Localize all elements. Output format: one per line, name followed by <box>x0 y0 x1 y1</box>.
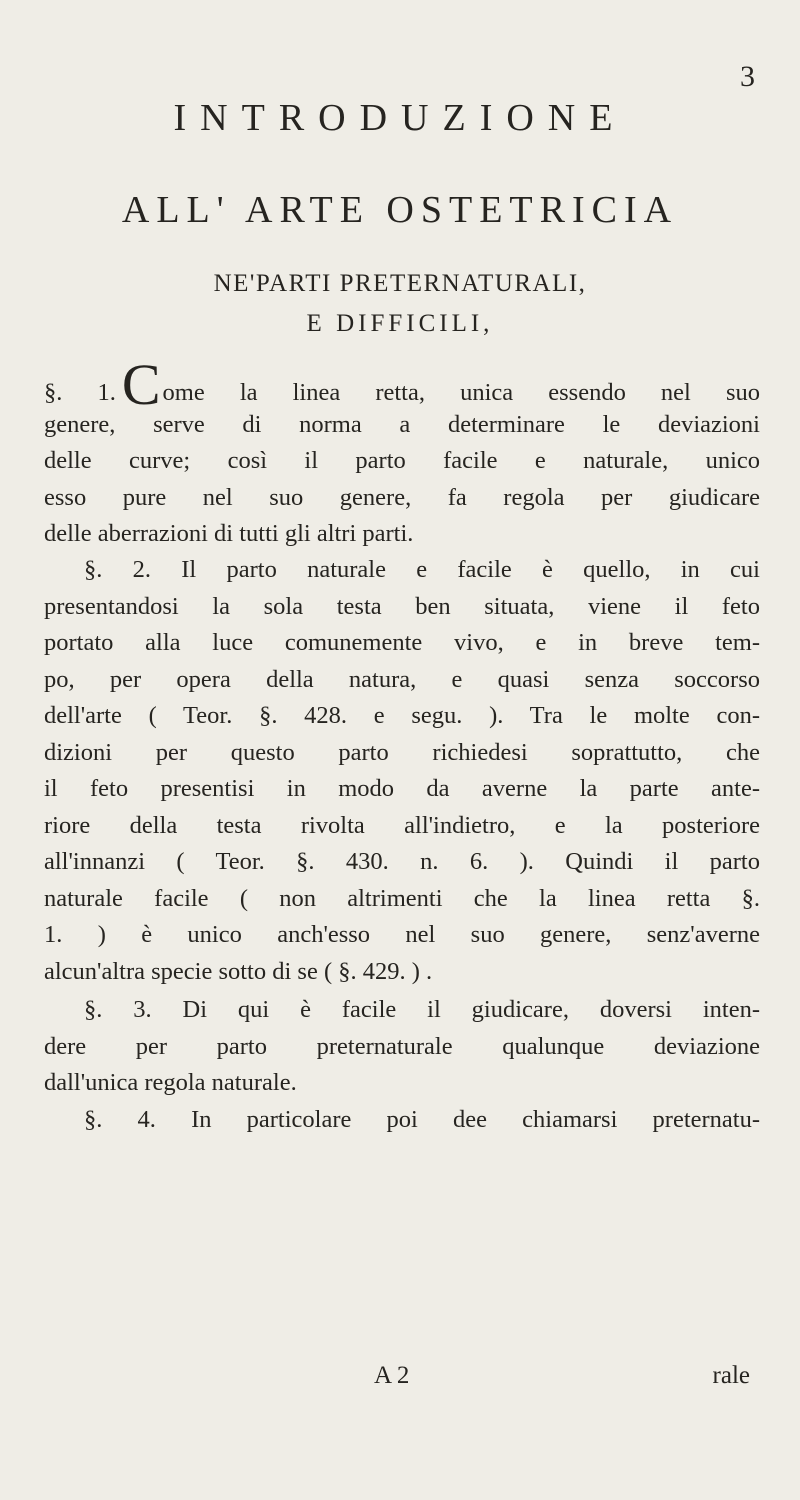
page-number: 3 <box>740 60 755 93</box>
text-line: 1. ) è unico anch'esso nel suo genere, senz'averne <box>44 921 760 948</box>
paragraph-3 <box>44 992 760 1102</box>
text-line: delle aberrazioni di tutti gli altri parti. <box>44 520 414 547</box>
text-line: genere, serve di norma a determinare le deviazioni <box>44 410 760 438</box>
paragraph-1 <box>44 352 760 553</box>
drop-cap: C <box>121 352 161 417</box>
heading-line-1: INTRODUZIONE <box>173 97 627 139</box>
text-line: esso pure nel suo genere, fa regola per giudicare <box>44 483 760 511</box>
text-line: il feto presentisi in modo da averne la parte ante- <box>44 775 760 802</box>
text-line: dizioni per questo parto richiedesi soprattutto, che <box>44 738 760 766</box>
text-line: po, per opera della natura, e quasi senza soccorso <box>44 665 760 693</box>
text-line: §. 4. In particolare poi dee chiamarsi preternatu- <box>84 1106 760 1133</box>
catchword: rale <box>712 1362 750 1389</box>
signature-mark: A 2 <box>374 1362 410 1389</box>
paragraph-4 <box>44 1102 760 1139</box>
text-line: delle curve; così il parto facile e naturale, unico <box>44 447 760 474</box>
text-line: dell'arte ( Teor. §. 428. e segu. ). Tra le molte con- <box>44 702 760 729</box>
text-line: all'innanzi ( Teor. §. 430. n. 6. ). Quindi il parto <box>44 848 760 875</box>
text-line: naturale facile ( non altrimenti che la linea retta §. <box>44 884 760 912</box>
heading-line-2: ALL' ARTE OSTETRICIA <box>121 189 679 231</box>
text-line: portato alla luce comunemente vivo, e in breve tem- <box>44 629 760 656</box>
paragraph-2 <box>44 552 760 990</box>
section-number: §. 1. <box>44 379 116 406</box>
text-line: dere per parto preternaturale qualunque deviazione <box>44 1032 760 1060</box>
text-line: ome la linea retta, unica essendo nel suo <box>162 379 760 406</box>
text-line: dall'unica regola naturale. <box>44 1069 297 1096</box>
heading-line-3: NE'PARTI PRETERNATURALI, <box>213 270 587 297</box>
heading-line-4: E DIFFICILI, <box>306 310 494 337</box>
paragraph-1-first-line <box>44 352 760 417</box>
text-line: presentandosi la sola testa ben situata, viene il feto <box>44 592 760 620</box>
text-line: §. 3. Di qui è facile il giudicare, doversi inten- <box>84 996 760 1023</box>
text-line: alcun'altra specie sotto di se ( §. 429. ) . <box>44 957 433 985</box>
text-line: riore della testa rivolta all'indietro, e la posteriore <box>44 811 760 839</box>
text-line: §. 2. Il parto naturale e facile è quello, in cui <box>84 556 760 583</box>
page-footer <box>44 1362 760 1402</box>
